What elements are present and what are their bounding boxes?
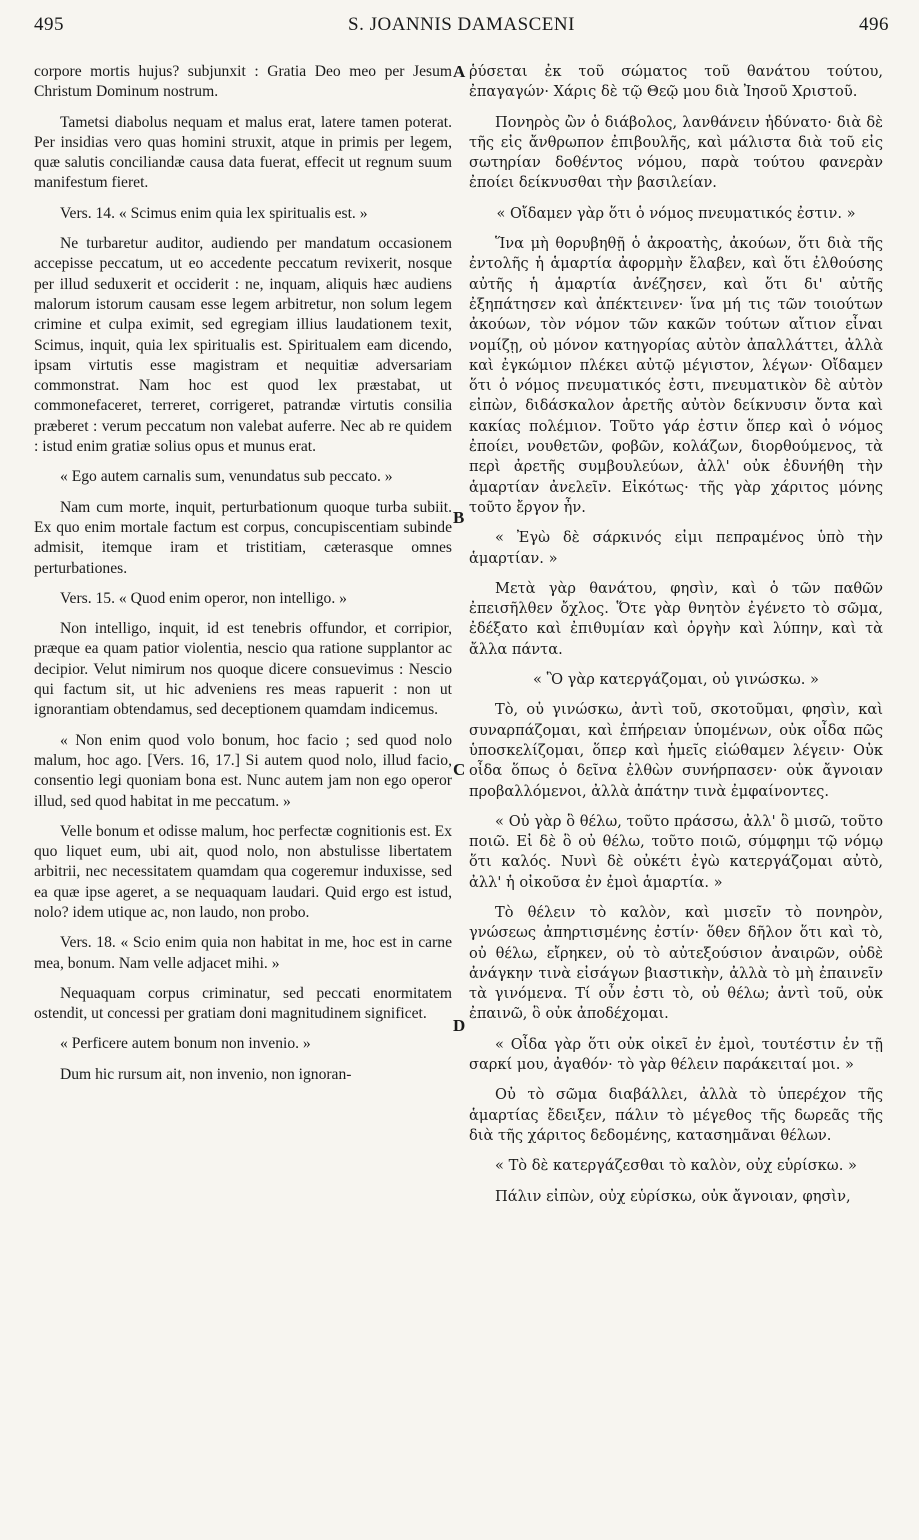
margin-marker-a: A <box>453 62 466 81</box>
greek-verse: « Οἶδα γὰρ ὅτι οὐκ οἰκεῖ ἐν ἐμοὶ, τουτέστιν ἐν τῇ σαρκί μου, ἀγαθόν· τὸ γὰρ θέλειν παράκειταί μοι. » <box>469 1035 883 1074</box>
latin-paragraph: Velle bonum et odisse malum, hoc perfectæ cognitionis est. Ex quo liquet eum, ubi ait, quod nolo, non abstulisse libertatem arbitrii, nec necessitatem quamdam qua cogeremur induxisse, sed ea quæ ipse ageret, a se nequaquam laudari. Quid ergo est istud, nolo? idem utique ac, non laudo, non probo. <box>34 822 452 921</box>
latin-column <box>34 62 452 1095</box>
latin-verse: « Non enim quod volo bonum, hoc facio ; sed quod nolo malum, hoc ago. [Vers. 16, 17.] Si autem quod nolo, illud facio, consentio legi quoniam bona est. Nunc autem jam non ego operor illud, sed quod habitat in me peccatum. » <box>34 731 452 810</box>
latin-paragraph: Ne turbaretur auditor, audiendo per mandatum occasionem accepisse peccatum, ut eo accedente peccatum revixerit, nosque per illud seduxerit et occiderit : ne, inquam, aliquis hæc audiens malorum istorum causam esse legem arbitretur, non solum legem crimine et culpa eximit, sed egregiam illius laudationem texit, Scimus, inquit, quia lex spiritualis est. Spiritualem eam dicendo, ipsam virtutis esse magistram et nequitiæ adversariam commonstrat. Nam hoc est quod lex præstabat, ut commonefaceret, terreret, corrigeret, patrandæ virtutis consilia præberet : verum peccatum non valebat auferre. Nec ab re quidem : istud enim gratiæ solius opus et munus erat. <box>34 235 452 456</box>
latin-verse: Vers. 14. « Scimus enim quia lex spiritualis est. » <box>60 204 368 222</box>
latin-paragraph: Nequaquam corpus criminatur, sed peccati enormitatem ostendit, ut concessi per gratiam doni magnitudinem significet. <box>34 984 452 1023</box>
page-number-right: 496 <box>859 14 889 35</box>
latin-paragraph: Dum hic rursum ait, non invenio, non ignoran- <box>60 1065 352 1083</box>
greek-paragraph: Οὐ τὸ σῶμα διαβάλλει, ἀλλὰ τὸ ὑπερέχον τῆς ἁμαρτίας ἔδειξεν, πάλιν τὸ μέγεθος τῆς δωρεᾶς τῆς διὰ τῆς χάριτος δεδομένης, κατασημᾶναι θέλων. <box>469 1086 883 1144</box>
greek-paragraph: Ἵνα μὴ θορυβηθῇ ὁ ἀκροατὴς, ἀκούων, ὅτι διὰ τῆς ἐντολῆς ἡ ἁμαρτία ἀφορμὴν ἔλαβεν, καὶ ὅτι ἐλθούσης αὐτῆς ἡ ἁμαρτία ἀνέζησεν, καὶ ὅτι δι' αὐτῆς ἐξηπάτησεν καὶ ἀπέκτεινεν· ἵνα μή τις τῶν τοιούτων ἀκούων, τὸν νόμον τῶν κακῶν τούτων αἴτιον εἶναι νομίζῃ, οὐ μόνον κατηγορίας αὐτὸν ἀπαλλάττει, ἀλλὰ καὶ ἐγκώμιον πλέκει αὐτῷ μέγιστον, λέγων· Οἴδαμεν ὅτι ὁ νόμος πνευματικός ἐστι, πνευματικὸν δὲ αὐτὸν εἰπὼν, διδάσκαλον ἀρετῆς αὐτὸν δείκνυσιν ὄντα καὶ κακίας πολέμιον. Τοῦτο γάρ ἐστιν ὅπερ καὶ ὁ νόμος ἐποίει, νουθετῶν, φοβῶν, κολάζων, διορθούμενος, τὰ περὶ ἀρετῆς συμβουλεύων, ἀλλ' οὐκ ἐδυνήθη τὴν ἁμαρτίαν ἀνελεῖν. Εἰκότως· τῆς γὰρ χάριτος μόνης τοῦτο ἔργον ἦν. <box>469 235 883 516</box>
latin-paragraph: Non intelligo, inquit, id est tenebris offundor, et corripior, præque ea quam patior violentia, nescio qua ratione supplantor ac decipior. Velut nimirum nos quoque dicere consuevimus : Nescio qui factum sit, ut hic adveniens res meas rapuerit : non ut ignorantiam obtendamus, sed deceptionem quamdam indicemus. <box>34 620 452 719</box>
latin-paragraph: Nam cum morte, inquit, perturbationum quoque turba subiit. Ex quo enim mortale factum est corpus, concupiscentiam subinde admisit, itemque iram et tristitiam, cæterasque omnes perturbationes. <box>34 498 452 577</box>
greek-paragraph: Πονηρὸς ὢν ὁ διάβολος, λανθάνειν ἠδύνατο· διὰ δὲ τῆς εἰς ἄνθρωπον ἐπιβουλῆς, καὶ μάλιστα διὰ τοῦ εἰς σωτηρίαν δοθέντος νόμου, παρὰ τούτου φανερὰν ἐποίει δείκνυσθαι τὴν βασιλείαν. <box>469 113 883 192</box>
latin-paragraph: Tametsi diabolus nequam et malus erat, latere tamen poterat. Per insidias vero quas homini struxit, atque in primis per legem, quæ salutis conciliandæ causa data fuerat, effecit ut regnum suum manifestum fieret. <box>34 113 452 192</box>
page-number-left: 495 <box>34 14 64 35</box>
greek-verse: « Οἴδαμεν γὰρ ὅτι ὁ νόμος πνευματικός ἐστιν. » <box>496 204 856 222</box>
page-header <box>34 14 889 42</box>
greek-paragraph: Μετὰ γὰρ θανάτου, φησὶν, καὶ ὁ τῶν παθῶν ἐπεισῆλθεν ὄχλος. Ὅτε γὰρ θνητὸν ἐγένετο τὸ σῶμα, ἐδέξατο καὶ ἐπιθυμίαν καὶ ὀργὴν καὶ λύπην, καὶ τὰ ἄλλα πάντα. <box>469 579 883 658</box>
latin-paragraph: corpore mortis hujus? subjunxit : Gratia Deo meo per Jesum Christum Dominum nostrum. <box>34 63 452 101</box>
latin-verse: « Ego autem carnalis sum, venundatus sub peccato. » <box>60 468 393 486</box>
greek-column <box>469 62 883 1217</box>
greek-paragraph: Τὸ, οὐ γινώσκω, ἀντὶ τοῦ, σκοτοῦμαι, φησὶν, καὶ συναρπάζομαι, καὶ ἐπήρειαν ὑπομένων, οὐκ οἶδα πῶς ὑποσκελίζομαι, ὅπερ καὶ ἡμεῖς εἰώθαμεν λέγειν· Οὐκ οἶδα ὅπως ὁ δεῖνα ἐλθὼν συνήρπασεν· οὐκ ἄγνοιαν προβαλλόμενοι, ἀλλὰ ἀπάτην τινὰ ἐμφαίνοντες. <box>469 701 883 800</box>
margin-marker-d: D <box>453 1016 466 1035</box>
running-title: S. JOANNIS DAMASCENI <box>348 14 575 35</box>
latin-verse: Vers. 18. « Scio enim quia non habitat in me, hoc est in carne mea, bonum. Nam velle adjacet mihi. » <box>34 934 452 972</box>
margin-marker-b: B <box>453 508 465 527</box>
greek-paragraph: Πάλιν εἰπὼν, οὐχ εὑρίσκω, οὐκ ἄγνοιαν, φησὶν, <box>495 1187 851 1205</box>
greek-paragraph: Τὸ θέλειν τὸ καλὸν, καὶ μισεῖν τὸ πονηρὸν, γνώσεως ἀπηρτισμένης ἐστίν· ὅθεν δῆλον ὅτι καὶ τὸ, οὐ θέλω, εἴρηκεν, οὐ τὸ αὐτεξούσιον ἀναιρῶν, οὐδὲ ἀνάγκην τινὰ εἰσάγων βιαστικὴν, ἀλλὰ τὸ μὴ ἐπαινεῖν τὰ γινόμενα. Τί οὖν ἐστι τὸ, οὐ θέλω; ἀντὶ τοῦ, οὐκ ἐπαινῶ, ὃ οὐκ ἀποδέχομαι. <box>469 903 883 1023</box>
greek-verse: « Ἐγὼ δὲ σάρκινός εἰμι πεπραμένος ὑπὸ τὴν ἁμαρτίαν. » <box>469 529 883 567</box>
latin-verse: Vers. 15. « Quod enim operor, non intelligo. » <box>60 589 347 607</box>
latin-verse: « Perficere autem bonum non invenio. » <box>60 1035 311 1053</box>
greek-paragraph: ῥύσεται ἐκ τοῦ σώματος τοῦ θανάτου τούτου, ἐπαγαγών· Χάρις δὲ τῷ Θεῷ μου διὰ Ἰησοῦ Χριστοῦ. <box>469 63 883 101</box>
greek-verse: « Οὐ γὰρ ὃ θέλω, τοῦτο πράσσω, ἀλλ' ὃ μισῶ, τοῦτο ποιῶ. Εἰ δὲ ὃ οὐ θέλω, τοῦτο ποιῶ, σύμφημι τῷ νόμῳ ὅτι καλός. Νυνὶ δὲ οὐκέτι ἐγὼ κατεργάζομαι αὐτὸ, ἀλλ' ἡ οἰκοῦσα ἐν ἐμοὶ ἁμαρτία. » <box>469 812 883 891</box>
greek-verse: « Τὸ δὲ κατεργάζεσθαι τὸ καλὸν, οὐχ εὑρίσκω. » <box>495 1157 857 1175</box>
greek-verse: « Ὃ γὰρ κατεργάζομαι, οὐ γινώσκω. » <box>533 671 819 689</box>
margin-marker-c: C <box>453 760 466 779</box>
